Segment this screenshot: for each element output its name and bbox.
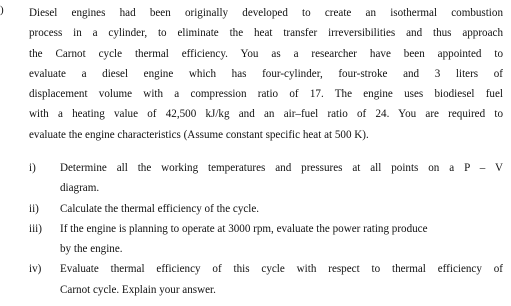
sub-question-line: Evaluate thermal efficiency of this cycle with respect to thermal efficiency of: [60, 263, 503, 276]
sub-question-line: diagram.: [60, 182, 100, 195]
sub-question-text: [60, 158, 503, 199]
sub-question-line: Carnot cycle. Explain your answer.: [60, 283, 216, 296]
statement-line: with a heating value of 42,500 kJ/kg and an air–fuel ratio of 24. You are required to: [29, 108, 503, 121]
sub-question-line: If the engine is planning to operate at 3000 rpm, evaluate the power rating produce: [60, 222, 428, 235]
statement-line: Diesel engines had been originally developed to create an isothermal combustion: [29, 7, 503, 19]
sub-question-iv: [29, 259, 503, 300]
sub-question-iii: [29, 219, 503, 260]
sub-question-ii: [29, 199, 503, 219]
sub-question-text: [60, 219, 503, 260]
statement-line: evaluate a diesel engine which has four-cylinder, four-stroke and 3 liters of: [29, 67, 503, 80]
sub-question-number: iii): [29, 222, 42, 235]
statement-line: displacement volume with a compression ratio of 17. The engine uses biodiesel fuel: [29, 88, 503, 101]
sub-question-number: iv): [29, 263, 42, 276]
sub-question-text: [60, 259, 503, 300]
sub-question-text: [60, 199, 503, 219]
sub-question-list: [29, 158, 503, 300]
statement-line: evaluate the engine characteristics (Assume constant specific heat at 500 K).: [29, 128, 369, 141]
sub-question-line: by the engine.: [60, 243, 123, 256]
sub-question-line: Calculate the thermal efficiency of the cycle.: [60, 202, 260, 215]
statement-line: process in a cylinder, to eliminate the heat transfer irreversibilities and thus approach: [29, 27, 503, 40]
problem-statement: [29, 3, 503, 145]
sub-question-i: [29, 158, 503, 199]
statement-line: the Carnot cycle thermal efficiency. You as a researcher have been appointed to: [29, 47, 503, 60]
sub-question-number: ii): [29, 202, 39, 215]
sub-question-number: i): [29, 162, 36, 174]
sub-question-line: Determine all the working temperatures and pressures at all points on a P – V: [60, 162, 503, 174]
question-marker: ): [0, 4, 4, 16]
